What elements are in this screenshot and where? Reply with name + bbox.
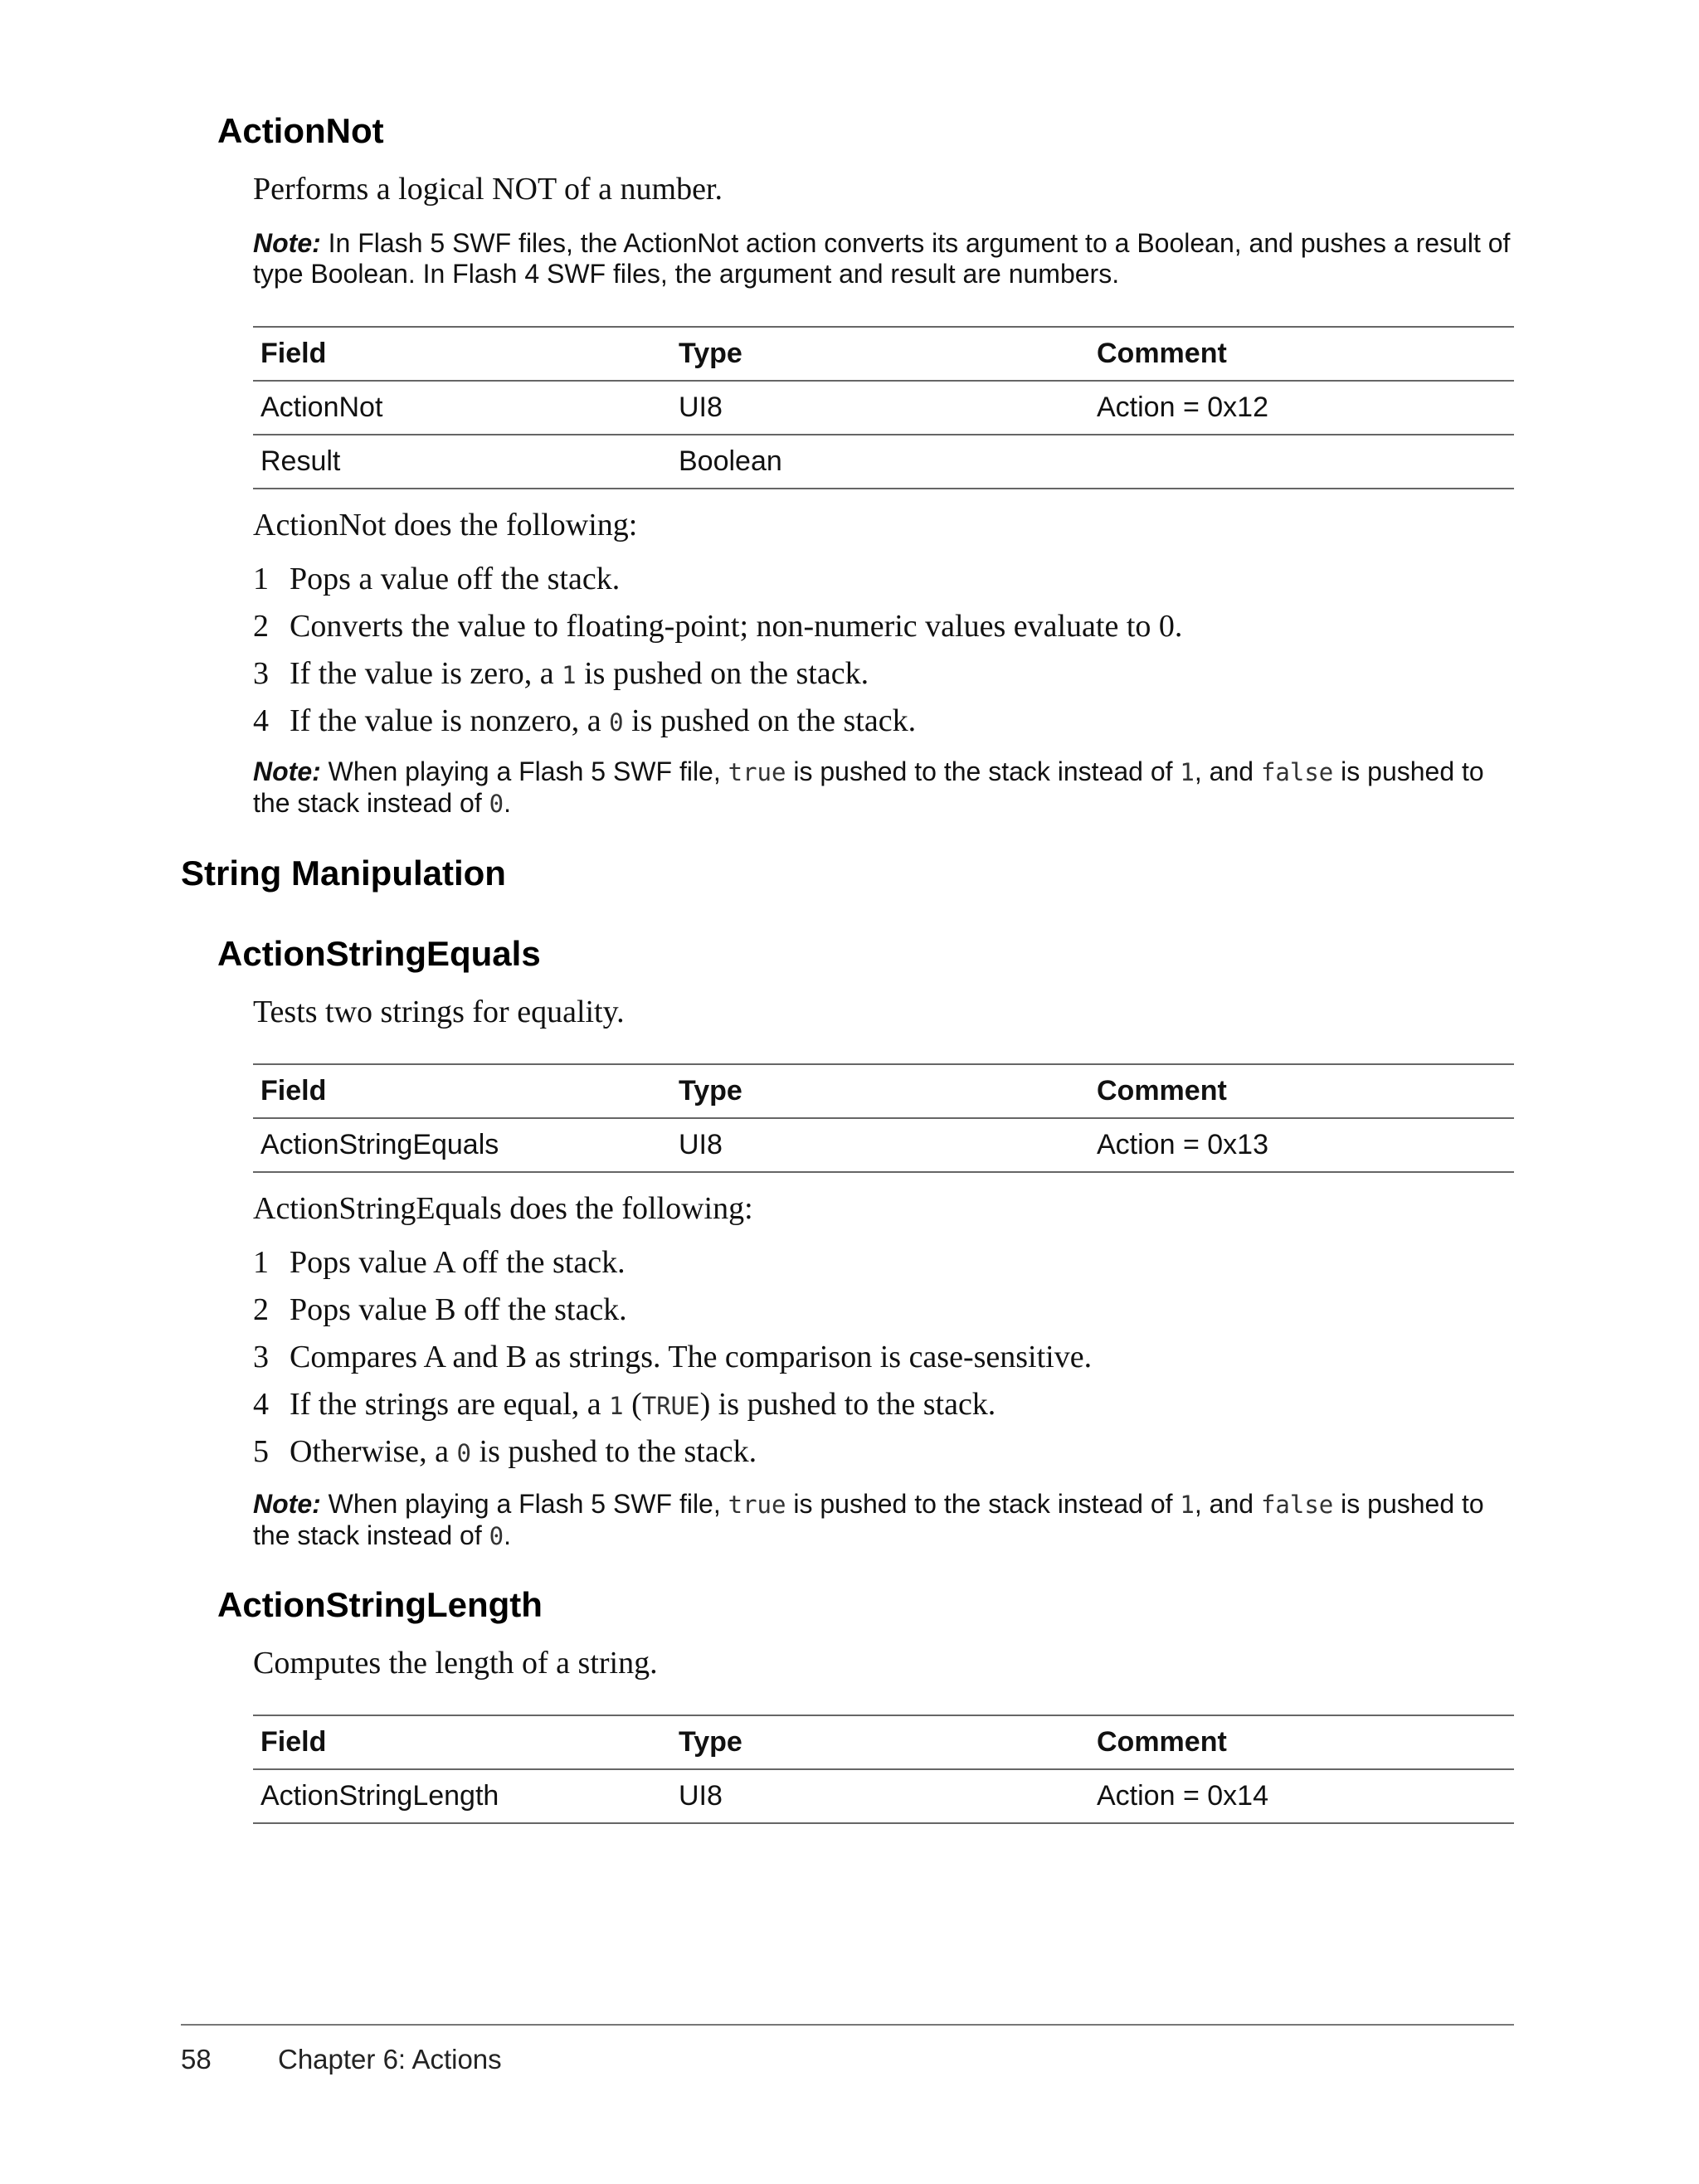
action-not-note <box>253 228 1514 289</box>
note-label: Note: <box>253 756 321 786</box>
table-cell <box>1089 435 1514 489</box>
list-item <box>253 650 1182 698</box>
code-literal: 1 <box>609 1392 624 1420</box>
action-string-equals-table <box>253 1063 1514 1173</box>
action-string-equals-note <box>253 1489 1514 1552</box>
chapter-title: Chapter 6: Actions <box>278 2044 502 2075</box>
step-text: is pushed on the stack. <box>576 656 869 691</box>
step-text: ) is pushed to the stack. <box>699 1387 996 1422</box>
action-string-length-intro: Computes the length of a string. <box>253 1646 658 1681</box>
heading-string-manipulation: String Manipulation <box>181 854 506 893</box>
step-number: 2 <box>253 609 269 644</box>
step-text: is pushed to the stack. <box>471 1434 757 1469</box>
note-label: Note: <box>253 1489 321 1519</box>
column-header: Field <box>253 327 671 381</box>
table-row <box>253 381 1514 435</box>
table-cell: Boolean <box>671 435 1089 489</box>
list-item <box>253 1381 1092 1428</box>
column-header: Field <box>253 1715 671 1769</box>
note-label: Note: <box>253 228 321 258</box>
table-cell: ActionStringLength <box>253 1769 671 1823</box>
action-not-steps <box>253 556 1182 745</box>
table-cell: ActionStringEquals <box>253 1118 671 1172</box>
action-string-equals-intro: Tests two strings for equality. <box>253 995 625 1029</box>
code-literal: false <box>1260 1491 1334 1519</box>
action-not-intro: Performs a logical NOT of a number. <box>253 172 723 207</box>
table-cell: Action = 0x14 <box>1089 1769 1514 1823</box>
list-item <box>253 1334 1092 1381</box>
code-literal: true <box>728 758 786 786</box>
code-literal: 1 <box>1180 758 1195 786</box>
step-number: 2 <box>253 1292 269 1327</box>
note-text: , and <box>1194 756 1261 786</box>
table-cell: Result <box>253 435 671 489</box>
column-header: Type <box>671 1715 1089 1769</box>
column-header: Field <box>253 1064 671 1118</box>
column-header: Comment <box>1089 1064 1514 1118</box>
note-text: is pushed to the stack instead of <box>253 756 1484 818</box>
table-cell: Action = 0x13 <box>1089 1118 1514 1172</box>
table-row <box>253 1118 1514 1172</box>
table-cell: ActionNot <box>253 381 671 435</box>
step-text: is pushed on the stack. <box>623 703 917 738</box>
note-text: , and <box>1194 1489 1261 1519</box>
footer-divider <box>181 2024 1514 2026</box>
action-not-table <box>253 326 1514 489</box>
code-literal: 0 <box>456 1439 472 1467</box>
note-text: In Flash 5 SWF files, the ActionNot action converts its argument to a Boolean, and pushes a result of type Boolean. In Flash 4 SWF files, the argument and result are numbers. <box>253 228 1511 289</box>
page-number: 58 <box>181 2044 212 2075</box>
column-header: Type <box>671 327 1089 381</box>
step-text: Converts the value to floating-point; non-numeric values evaluate to 0. <box>290 609 1183 644</box>
step-text: ( <box>623 1387 642 1422</box>
heading-action-string-length: ActionStringLength <box>217 1585 543 1624</box>
code-literal: true <box>728 1491 786 1519</box>
code-literal: 0 <box>609 708 624 737</box>
list-item <box>253 698 1182 745</box>
action-not-note-2 <box>253 756 1514 820</box>
step-text: If the value is zero, a <box>290 656 562 691</box>
table-cell: UI8 <box>671 1769 1089 1823</box>
step-number: 1 <box>253 562 269 596</box>
table-header-row <box>253 327 1514 381</box>
action-string-equals-steps <box>253 1239 1092 1476</box>
note-text: . <box>504 788 511 818</box>
step-text: Pops a value off the stack. <box>290 562 621 596</box>
action-string-length-table <box>253 1715 1514 1824</box>
list-item <box>253 1239 1092 1287</box>
code-literal: 1 <box>562 661 577 689</box>
note-text: is pushed to the stack instead of <box>786 1489 1181 1519</box>
action-string-equals-does: ActionStringEquals does the following: <box>253 1191 753 1226</box>
table-row <box>253 1769 1514 1823</box>
step-number: 5 <box>253 1434 269 1469</box>
column-header: Comment <box>1089 327 1514 381</box>
table-cell: Action = 0x12 <box>1089 381 1514 435</box>
heading-action-not: ActionNot <box>217 111 384 150</box>
table-row <box>253 435 1514 489</box>
step-number: 1 <box>253 1245 269 1280</box>
step-text: Pops value A off the stack. <box>290 1245 626 1280</box>
step-number: 3 <box>253 656 269 691</box>
code-literal: 0 <box>489 790 504 818</box>
step-text: If the strings are equal, a <box>290 1387 610 1422</box>
step-text: Pops value B off the stack. <box>290 1292 627 1327</box>
note-text: . <box>504 1520 511 1550</box>
step-text: Otherwise, a <box>290 1434 457 1469</box>
note-text: is pushed to the stack instead of <box>253 1489 1484 1550</box>
action-not-does: ActionNot does the following: <box>253 508 638 542</box>
step-number: 3 <box>253 1340 269 1374</box>
table-cell: UI8 <box>671 1118 1089 1172</box>
step-text: Compares A and B as strings. The comparison is case-sensitive. <box>290 1340 1093 1374</box>
list-item <box>253 556 1182 603</box>
heading-action-string-equals: ActionStringEquals <box>217 934 541 973</box>
column-header: Type <box>671 1064 1089 1118</box>
note-text: is pushed to the stack instead of <box>786 756 1181 786</box>
step-text: If the value is nonzero, a <box>290 703 610 738</box>
list-item <box>253 603 1182 650</box>
table-header-row <box>253 1715 1514 1769</box>
table-cell: UI8 <box>671 381 1089 435</box>
note-text: When playing a Flash 5 SWF file, <box>320 1489 728 1519</box>
code-literal: 0 <box>489 1522 504 1550</box>
step-number: 4 <box>253 1387 269 1422</box>
table-header-row <box>253 1064 1514 1118</box>
code-literal: 1 <box>1180 1491 1195 1519</box>
step-number: 4 <box>253 703 269 738</box>
code-literal: false <box>1260 758 1334 786</box>
list-item <box>253 1287 1092 1334</box>
list-item <box>253 1428 1092 1476</box>
note-text: When playing a Flash 5 SWF file, <box>320 756 728 786</box>
column-header: Comment <box>1089 1715 1514 1769</box>
code-literal: TRUE <box>641 1392 700 1420</box>
